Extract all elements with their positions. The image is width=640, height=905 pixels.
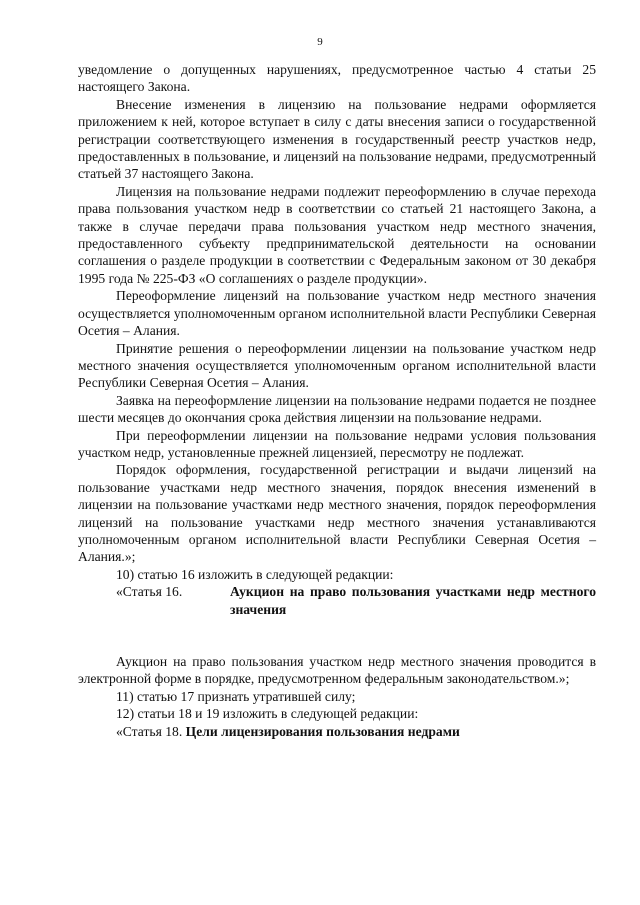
article-label: «Статья 18. (116, 723, 186, 739)
paragraph-continuation: уведомление о допущенных нарушениях, предусмотренное частью 4 статьи 25 настоящего Закона. (78, 62, 596, 95)
article-label: «Статья 16. (116, 584, 183, 600)
article-title: Аукцион на право пользования участками недр местного значения (230, 584, 596, 617)
amendment-item: 11) статью 17 признать утратившей силу; (116, 688, 356, 704)
paragraph: Аукцион на право пользования участком недр местного значения проводится в электронной форме в порядке, предусмотренном федеральным законодательством.»; (78, 654, 596, 687)
paragraph: Лицензия на пользование недрами подлежит переоформлению в случае перехода права пользования участком недр в соответствии со статьей 21 настоящего Закона, а также в случае передачи права пользования участком недр местного значения, предоставленного субъекту предпринимательской деятельности на основании соглашения о разделе продукции в соответствии с Федеральным законом от 30 декабря 1995 года № 225-ФЗ «О соглашениях о разделе продукции». (78, 183, 596, 286)
amendment-item: 12) статьи 18 и 19 изложить в следующей редакции: (116, 706, 419, 722)
article-18-heading (78, 723, 596, 740)
paragraph: Порядок оформления, государственной регистрации и выдачи лицензий на пользование участками недр местного значения, порядок внесения изменений в лицензии на пользование участками недр местного значения, порядок переоформления лицензий на пользование участками недр местного значения устанавливаются уполномоченным органом исполнительной власти Республики Северная Осетия – Алания.»; (78, 462, 596, 565)
page-number: 9 (317, 36, 323, 48)
document-body (78, 61, 596, 740)
paragraph: При переоформлении лицензии на пользование недрами условия пользования участком недр, установленные прежней лицензией, пересмотру не подлежат. (78, 427, 596, 460)
paragraph: Внесение изменения в лицензию на пользование недрами оформляется приложением к ней, которое вступает в силу с даты внесения записи о государственной регистрации соответствующего изменения в государственный реестр участков недр, предоставленных в пользование, и лицензий на пользование недрами, предусмотренный статьей 37 настоящего Закона. (78, 96, 596, 182)
article-title: Цели лицензирования пользования недрами (185, 723, 460, 739)
paragraph: Переоформление лицензий на пользование участком недр местного значения осуществляется уполномоченным органом исполнительной власти Республики Северная Осетия – Алания. (78, 288, 596, 339)
paragraph: Принятие решения о переоформлении лицензии на пользование участком недр местного значения осуществляется уполномоченным органом исполнительной власти Республики Северная Осетия – Алания. (78, 340, 596, 391)
amendment-item: 10) статью 16 изложить в следующей редакции: (116, 566, 394, 582)
article-16-heading (78, 583, 596, 618)
paragraph: Заявка на переоформление лицензии на пользование недрами подается не позднее шести месяцев до окончания срока действия лицензии на пользование недрами. (78, 392, 596, 426)
spacer (78, 618, 596, 653)
